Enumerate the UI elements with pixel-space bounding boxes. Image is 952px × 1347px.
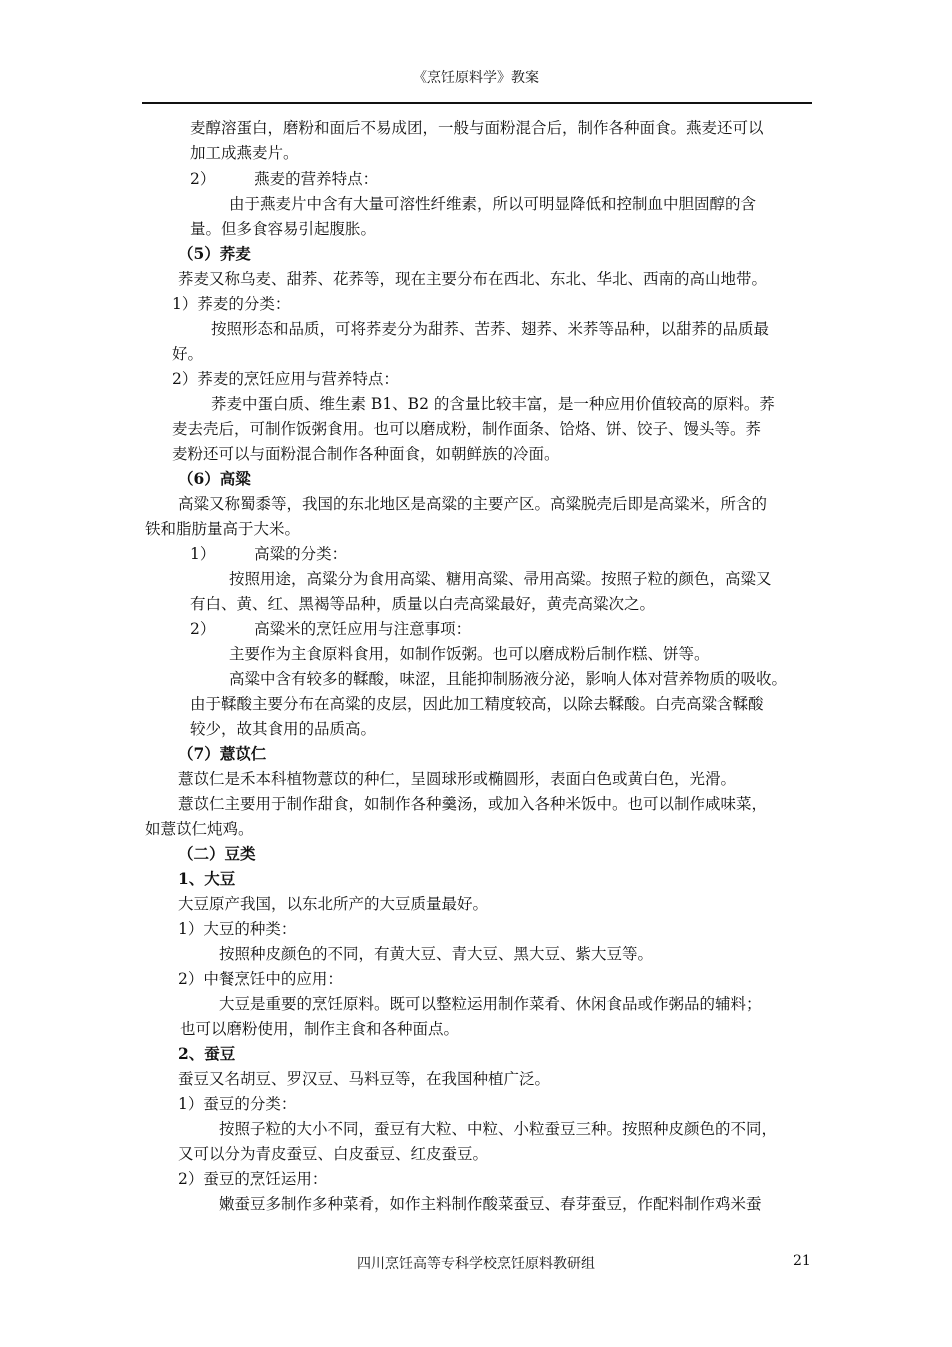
text-line: 嫩蚕豆多制作多种菜肴，如作主料制作酸菜蚕豆、春芽蚕豆，作配料制作鸡米蚕 (219, 1195, 762, 1213)
text-line: 1） 高粱的分类： (190, 545, 348, 563)
text-line: 高粱中含有较多的鞣酸，味涩，且能抑制肠液分泌，影响人体对营养物质的吸收。 (229, 670, 788, 688)
text-line: 麦去壳后，可制作饭粥食用。也可以磨成粉，制作面条、饸烙、饼、饺子、馒头等。荞 (172, 420, 762, 438)
text-line: 2）蚕豆的烹饪运用： (178, 1170, 328, 1188)
text-line: 加工成燕麦片。 (190, 144, 299, 162)
text-line: 荞麦中蛋白质、维生素 B1、B2 的含量比较丰富，是一种应用价值较高的原料。荞 (211, 395, 775, 413)
text-line: 也可以磨粉使用，制作主食和各种面点。 (180, 1020, 460, 1038)
text-line: 按照用途，高粱分为食用高粱、糖用高粱、帚用高粱。按照子粒的颜色，高粱又 (229, 570, 772, 588)
text-line: 1）荞麦的分类： (172, 295, 291, 313)
text-line: 较少，故其食用的品质高。 (190, 720, 377, 738)
text-line: 2） 燕麦的营养特点： (190, 170, 379, 188)
section-heading: （5）荞麦 (178, 244, 251, 263)
text-line: 又可以分为青皮蚕豆、白皮蚕豆、红皮蚕豆。 (178, 1145, 489, 1163)
text-line: 由于燕麦片中含有大量可溶性纤维素，所以可明显降低和控制血中胆固醇的含 (229, 195, 757, 213)
text-line: 按照种皮颜色的不同，有黄大豆、青大豆、黑大豆、紫大豆等。 (219, 945, 654, 963)
section-heading: （7）薏苡仁 (178, 744, 267, 763)
text-line: 1）大豆的种类： (178, 920, 297, 938)
text-line: 2） 高粱米的烹饪应用与注意事项： (190, 620, 472, 638)
text-line: 如薏苡仁炖鸡。 (145, 820, 254, 838)
text-line: 由于鞣酸主要分布在高粱的皮层，因此加工精度较高，以除去鞣酸。白壳高粱含鞣酸 (190, 695, 764, 713)
text-line: 大豆原产我国，以东北所产的大豆质量最好。 (178, 895, 489, 913)
section-heading: 1、大豆 (178, 869, 236, 888)
text-line: 2）荞麦的烹饪应用与营养特点： (172, 370, 399, 388)
text-line: 主要作为主食原料食用，如制作饭粥。也可以磨成粉后制作糕、饼等。 (229, 645, 710, 663)
text-line: 高粱又称蜀黍等，我国的东北地区是高粱的主要产区。高粱脱壳后即是高粱米，所含的 (178, 495, 768, 513)
text-line: 大豆是重要的烹饪原料。既可以整粒运用制作菜肴、休闲食品或作粥品的辅料； (219, 995, 762, 1013)
text-line: 按照子粒的大小不同，蚕豆有大粒、中粒、小粒蚕豆三种。按照种皮颜色的不同， (219, 1120, 778, 1138)
section-heading: 2、蚕豆 (178, 1044, 236, 1063)
text-line: 1）蚕豆的分类： (178, 1095, 297, 1113)
text-line: 量。但多食容易引起腹胀。 (190, 220, 377, 238)
page-footer: 四川烹饪高等专科学校烹饪原料教研组 (357, 1256, 595, 1272)
page-number: 21 (793, 1253, 811, 1269)
text-line: 2）中餐烹饪中的应用： (178, 970, 343, 988)
text-line: 麦醇溶蛋白，磨粉和面后不易成团，一般与面粉混合后，制作各种面食。燕麦还可以 (190, 119, 764, 137)
header-rule (142, 102, 812, 104)
text-line: 好。 (172, 345, 204, 363)
text-line: 荞麦又称乌麦、甜荞、花荞等，现在主要分布在西北、东北、华北、西南的高山地带。 (178, 270, 768, 288)
section-heading: （6）高粱 (178, 469, 251, 488)
text-line: 蚕豆又名胡豆、罗汉豆、马料豆等，在我国种植广泛。 (178, 1070, 551, 1088)
text-line: 按照形态和品质，可将荞麦分为甜荞、苦荞、翅荞、米荞等品种，以甜荞的品质最 (211, 320, 770, 338)
section-heading: （二）豆类 (178, 844, 256, 863)
page-header: 《烹饪原料学》教案 (413, 70, 539, 86)
text-line: 薏苡仁是禾本科植物薏苡的种仁，呈圆球形或椭圆形，表面白色或黄白色，光滑。 (178, 770, 737, 788)
text-line: 有白、黄、红、黑褐等品种，质量以白壳高粱最好，黄壳高粱次之。 (190, 595, 656, 613)
text-line: 薏苡仁主要用于制作甜食，如制作各种羹汤，或加入各种米饭中。也可以制作咸味菜， (178, 795, 768, 813)
text-line: 麦粉还可以与面粉混合制作各种面食，如朝鲜族的冷面。 (172, 445, 560, 463)
text-line: 铁和脂肪量高于大米。 (145, 520, 301, 538)
